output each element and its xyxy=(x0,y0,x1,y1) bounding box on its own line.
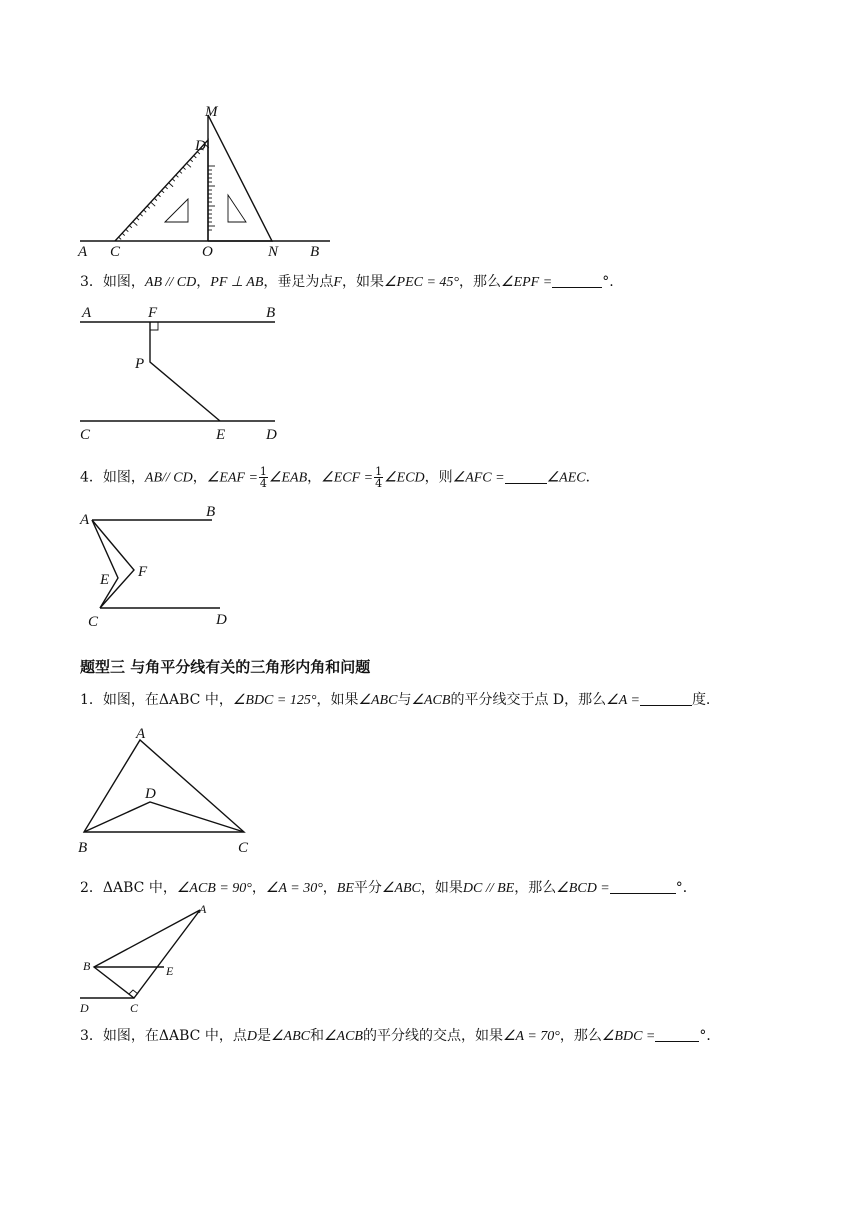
s3-text-3: 的平分线的交点，如果 xyxy=(362,1028,503,1044)
s2-text-4: ，如果 xyxy=(420,880,463,896)
s1-text-4: 度. xyxy=(691,692,711,708)
s2-text-2: ， xyxy=(322,880,337,896)
label-a: A xyxy=(82,305,92,321)
q4-math-2: ∠EAF = xyxy=(206,470,258,486)
answer-blank[interactable] xyxy=(610,879,676,894)
triangle-abc xyxy=(94,910,200,998)
q4-math-1: AB// CD xyxy=(144,470,193,486)
s1-text-1: ，如果 xyxy=(316,692,359,708)
label-a: A xyxy=(78,244,88,260)
label-c: C xyxy=(238,840,249,856)
q4-text-4: ． xyxy=(585,469,600,486)
q4-math-6: ∠AFC = xyxy=(452,470,505,486)
question-3 xyxy=(80,272,614,293)
label-a: A xyxy=(199,902,207,916)
label-b: B xyxy=(266,305,276,321)
label-e: E xyxy=(100,572,110,588)
s2-number: 2．ΔABC 中， xyxy=(80,880,177,896)
s2-text-5: ，那么 xyxy=(514,880,557,896)
s1-math-3: ∠ACB xyxy=(411,693,451,708)
fraction-denominator: 4 xyxy=(259,477,267,490)
s2-math-6: ∠BCD = xyxy=(556,881,610,896)
label-b: B xyxy=(78,840,88,856)
section-question-2 xyxy=(80,878,697,899)
section-heading: 题型三 与角平分线有关的三角形内角和问题 xyxy=(80,658,371,676)
line-fpe xyxy=(150,322,220,421)
line-aec xyxy=(92,520,118,608)
q4-text-2: ， xyxy=(307,469,322,486)
q3-math-5: ∠EPF = xyxy=(501,275,553,290)
label-f: F xyxy=(138,564,148,580)
figure-q3 xyxy=(70,300,290,450)
q4-math-3: ∠EAB xyxy=(268,470,308,486)
s1-number: 1．如图，在ΔABC 中， xyxy=(80,692,233,708)
label-d: D xyxy=(216,612,227,628)
answer-blank[interactable] xyxy=(552,273,602,288)
label-n: N xyxy=(268,244,279,260)
label-e: E xyxy=(216,427,226,443)
figure-s1 xyxy=(70,720,270,860)
figure-q4 xyxy=(70,500,250,630)
s2-math-2: ∠A = 30° xyxy=(265,881,323,896)
q4-text-1: ， xyxy=(192,469,207,486)
label-b: B xyxy=(206,504,216,520)
s3-text-5: °． xyxy=(699,1028,721,1044)
question-4 xyxy=(80,466,600,489)
label-p: P xyxy=(135,356,145,372)
figure-s2 xyxy=(70,900,230,1020)
label-c: C xyxy=(88,614,99,630)
q3-text-4: ，那么 xyxy=(459,274,502,290)
label-d: D xyxy=(195,138,206,154)
answer-blank[interactable] xyxy=(655,1027,699,1042)
q3-text-2: ，垂足为点 xyxy=(263,274,334,290)
fraction-one-quarter xyxy=(259,466,268,489)
label-e: E xyxy=(166,964,174,978)
fraction-numerator: 1 xyxy=(259,465,267,478)
s3-math-3: ∠ACB xyxy=(323,1029,363,1044)
ruler-ticks-hypotenuse xyxy=(119,144,209,240)
label-a: A xyxy=(136,726,146,742)
label-o: O xyxy=(202,244,213,260)
q3-math-2: PF ⊥ AB xyxy=(210,275,264,290)
s3-text-1: 是 xyxy=(256,1028,271,1044)
triangle-abc xyxy=(84,740,244,832)
s2-text-6: °． xyxy=(675,880,697,896)
s2-math-3: BE xyxy=(336,881,354,896)
label-d: D xyxy=(145,786,156,802)
q3-math-3: F xyxy=(333,275,342,290)
s2-math-4: ∠ABC xyxy=(381,881,421,896)
q3-number: 3．如图， xyxy=(80,274,145,290)
label-c: C xyxy=(110,244,121,260)
inner-triangle-left xyxy=(165,199,188,222)
label-b: B xyxy=(83,959,91,973)
s1-text-2: 与 xyxy=(397,692,412,708)
s3-math-5: ∠BDC = xyxy=(601,1029,656,1044)
answer-blank[interactable] xyxy=(640,691,692,706)
figure-set-squares xyxy=(70,100,340,260)
s1-math-1: ∠BDC = 125° xyxy=(232,693,317,708)
label-m: M xyxy=(205,104,218,120)
ruler-ticks-vertical xyxy=(208,166,215,230)
right-angle-mark xyxy=(150,322,158,330)
q3-math-1: AB // CD xyxy=(144,275,197,290)
section-question-3 xyxy=(80,1026,720,1047)
q4-text-3: ，则 xyxy=(424,469,453,486)
s2-math-5: DC // BE xyxy=(462,881,515,896)
q4-number: 4．如图， xyxy=(80,469,145,486)
answer-blank[interactable] xyxy=(505,469,547,484)
label-d: D xyxy=(80,1001,89,1015)
q3-text-1: ， xyxy=(196,274,211,290)
fraction-one-quarter xyxy=(374,466,383,489)
s3-math-1: D xyxy=(246,1029,257,1044)
fraction-numerator: 1 xyxy=(375,465,383,478)
s2-text-1: ， xyxy=(251,880,266,896)
q4-math-7: ∠AEC xyxy=(546,470,586,486)
fraction-denominator: 4 xyxy=(375,477,383,490)
s2-text-3: 平分 xyxy=(353,880,382,896)
label-c: C xyxy=(130,1001,139,1015)
label-a: A xyxy=(80,512,90,528)
q4-math-4: ∠ECF = xyxy=(321,470,374,486)
q3-text-3: ，如果 xyxy=(341,274,384,290)
q3-math-4: ∠PEC = 45° xyxy=(383,275,460,290)
label-f: F xyxy=(148,305,158,321)
s3-number: 3．如图，在ΔABC 中，点 xyxy=(80,1028,247,1044)
q3-text-5: °. xyxy=(602,274,614,290)
lines-bdc xyxy=(84,802,244,832)
s2-math-1: ∠ACB = 90° xyxy=(176,881,252,896)
s3-math-4: ∠A = 70° xyxy=(502,1029,560,1044)
inner-triangle-right xyxy=(228,195,246,222)
section-question-1 xyxy=(80,690,710,711)
right-angle-mark xyxy=(129,990,138,994)
q4-math-5: ∠ECD xyxy=(384,470,425,486)
label-c: C xyxy=(80,427,91,443)
s3-math-2: ∠ABC xyxy=(270,1029,310,1044)
label-d: D xyxy=(266,427,277,443)
label-b: B xyxy=(310,244,320,260)
s3-text-4: ，那么 xyxy=(559,1028,602,1044)
s1-math-2: ∠ABC xyxy=(358,693,398,708)
s3-text-2: 和 xyxy=(309,1028,324,1044)
s1-math-4: ∠A = xyxy=(606,693,640,708)
s1-text-3: 的平分线交于点 D，那么 xyxy=(450,692,607,708)
